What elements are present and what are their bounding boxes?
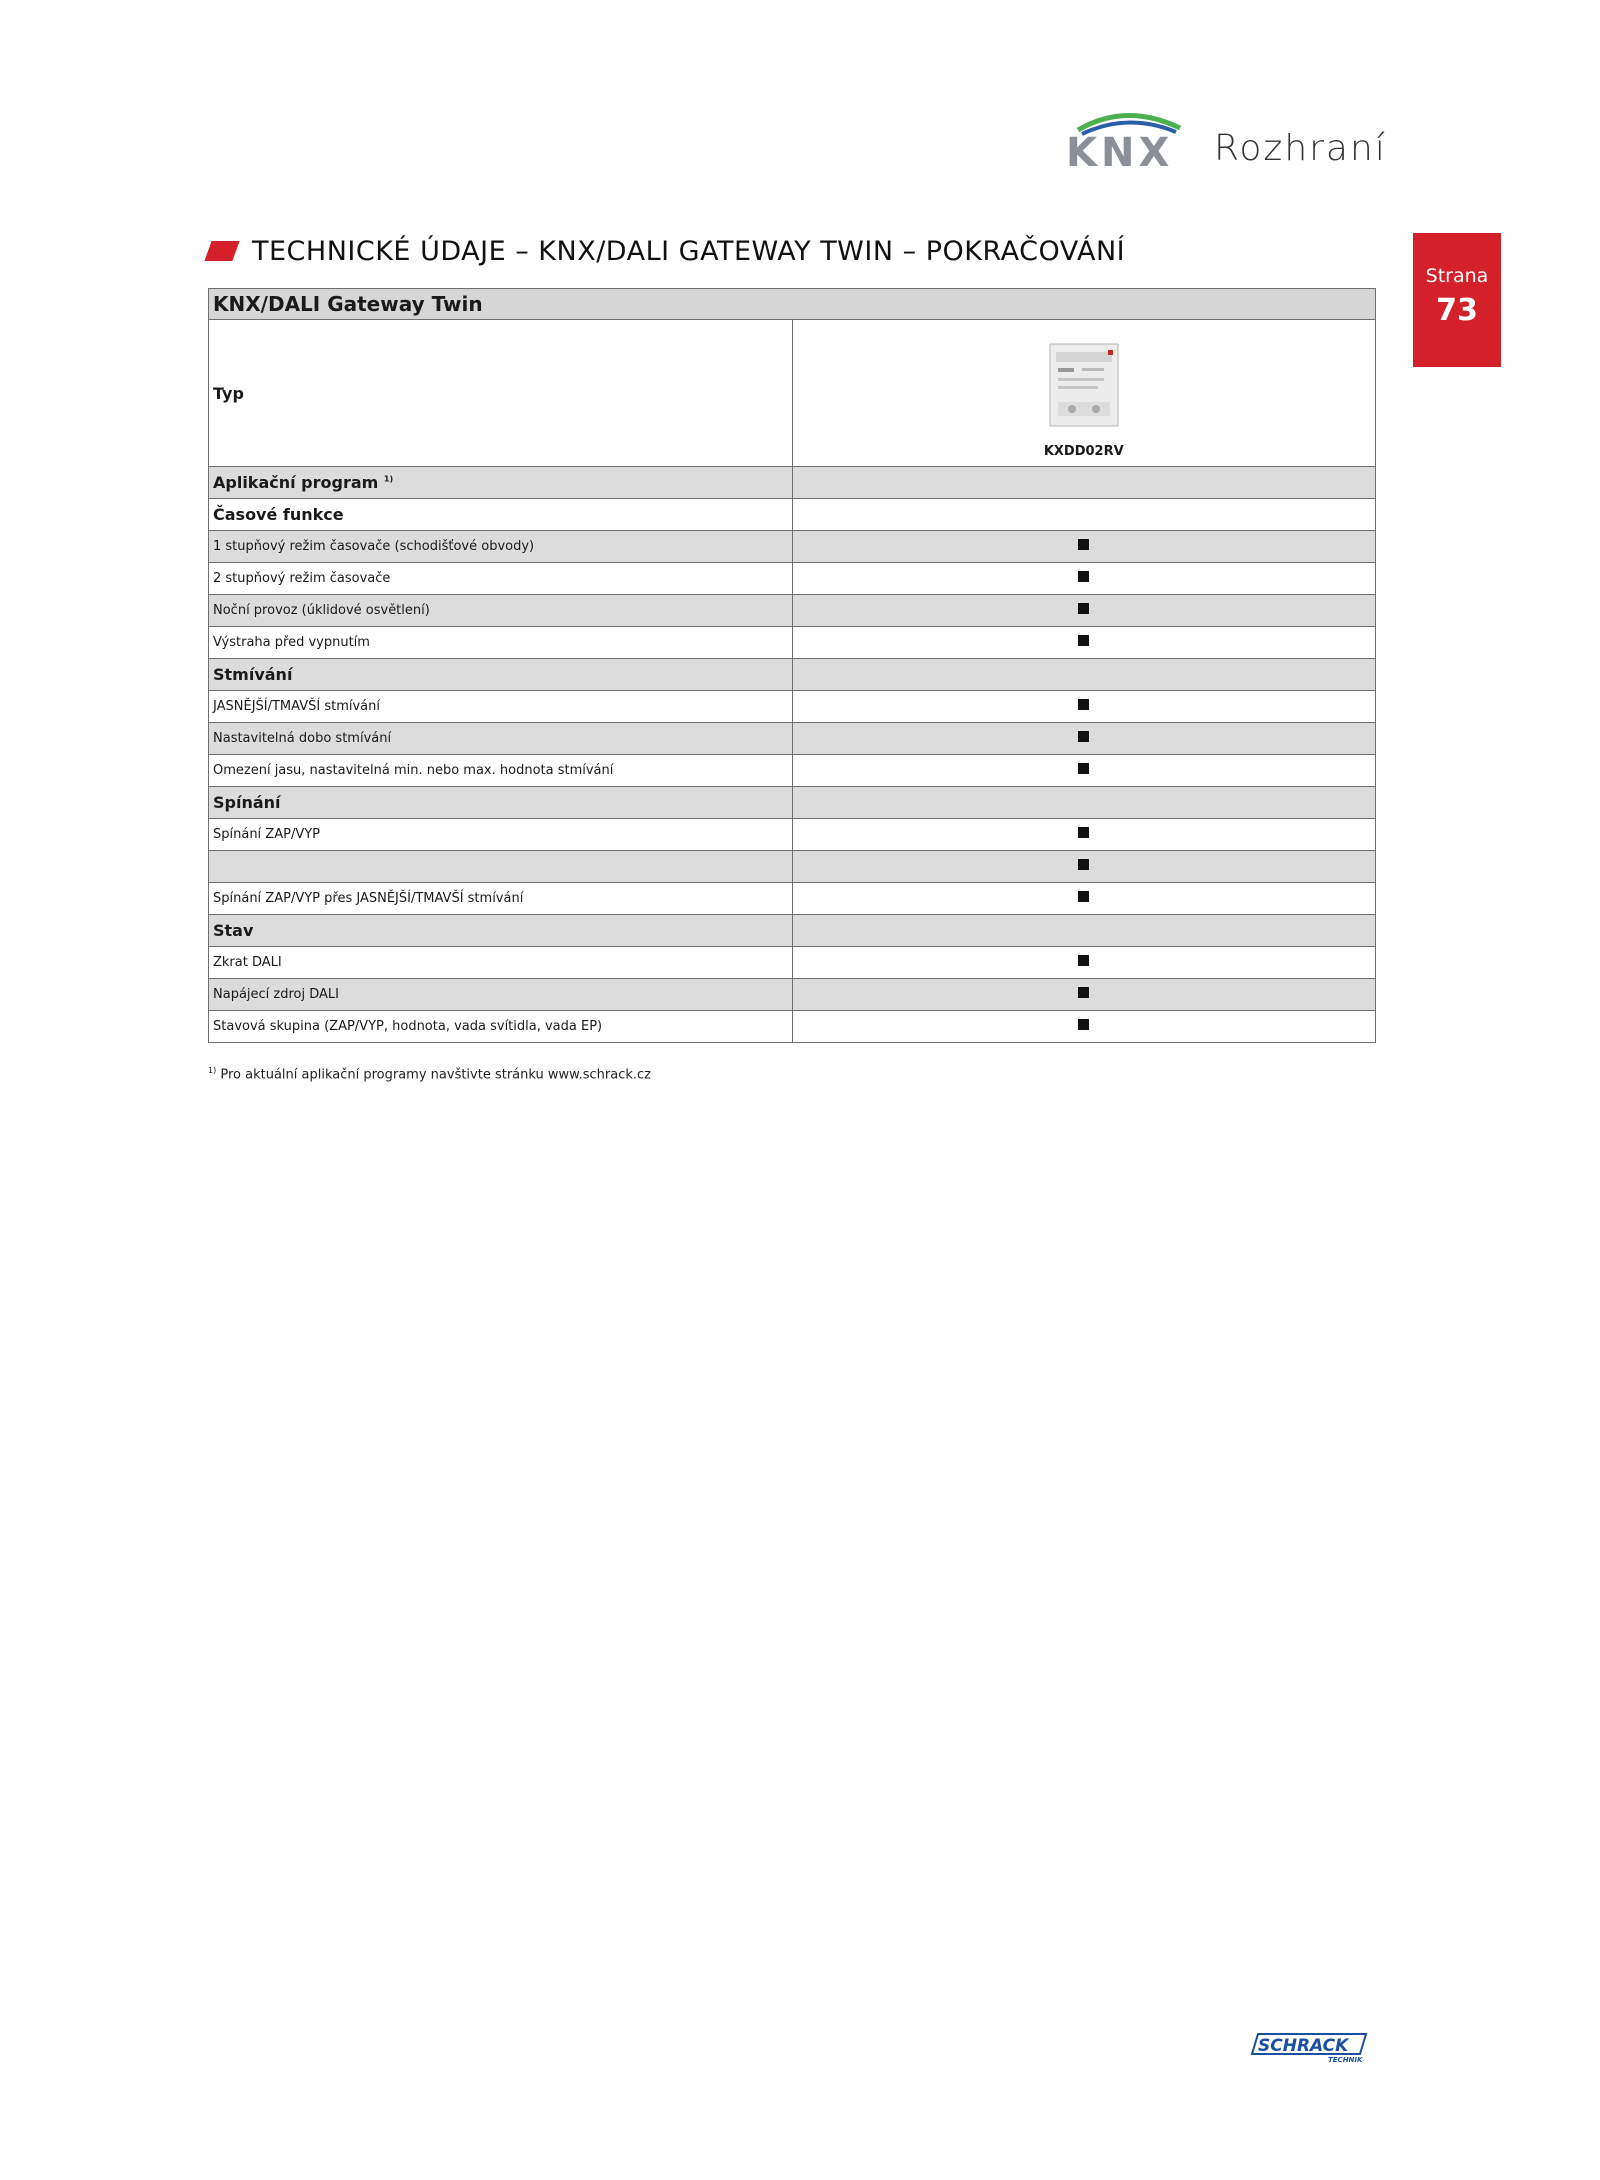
category-label: Stav	[209, 915, 793, 947]
feature-value	[792, 915, 1376, 947]
table-row	[209, 723, 1376, 755]
supported-mark-icon	[1078, 891, 1089, 902]
supported-mark-icon	[1078, 987, 1089, 998]
table-row	[209, 979, 1376, 1011]
type-label: Typ	[209, 320, 793, 467]
category-label: Časové funkce	[209, 499, 793, 531]
feature-label: Napájecí zdroj DALI	[209, 979, 793, 1011]
feature-value	[792, 595, 1376, 627]
supported-mark-icon	[1078, 731, 1089, 742]
feature-value	[792, 883, 1376, 915]
section-marker	[204, 241, 239, 261]
app-program-label: Aplikační program	[213, 473, 379, 492]
category-label: Spínání	[209, 787, 793, 819]
feature-label: Omezení jasu, nastavitelná min. nebo max. hodnota stmívání	[209, 755, 793, 787]
feature-label: Noční provoz (úklidové osvětlení)	[209, 595, 793, 627]
supported-mark-icon	[1078, 1019, 1089, 1030]
table-row	[209, 819, 1376, 851]
table-title-row	[209, 289, 1376, 320]
page-tab	[1413, 233, 1501, 367]
app-program-row	[209, 467, 1376, 499]
schrack-logo-subtext: TECHNIK	[1328, 2056, 1363, 2064]
feature-label: 1 stupňový režim časovače (schodišťové obvody)	[209, 531, 793, 563]
table-row	[209, 531, 1376, 563]
feature-value	[792, 563, 1376, 595]
product-cell	[792, 320, 1376, 467]
type-row	[209, 320, 1376, 467]
supported-mark-icon	[1078, 955, 1089, 966]
feature-value	[792, 723, 1376, 755]
page-number: 73	[1436, 293, 1478, 328]
supported-mark-icon	[1078, 699, 1089, 710]
footnote	[208, 1066, 651, 1082]
gateway-device-icon	[1048, 342, 1120, 428]
category-label: Stmívání	[209, 659, 793, 691]
footnote-mark: 1)	[208, 1066, 217, 1075]
table-row	[209, 883, 1376, 915]
footnote-text: Pro aktuální aplikační programy navštivte stránku www.schrack.cz	[220, 1067, 651, 1083]
feature-label: Výstraha před vypnutím	[209, 627, 793, 659]
table-row	[209, 1011, 1376, 1043]
feature-value	[792, 659, 1376, 691]
feature-label: Zkrat DALI	[209, 947, 793, 979]
app-program-cell	[209, 467, 793, 499]
knx-logo	[1064, 108, 1194, 172]
table-row	[209, 755, 1376, 787]
table-row	[209, 563, 1376, 595]
feature-value	[792, 979, 1376, 1011]
feature-label	[209, 851, 793, 883]
table-title: KNX/DALI Gateway Twin	[209, 289, 1376, 320]
table-row	[209, 691, 1376, 723]
supported-mark-icon	[1078, 763, 1089, 774]
app-program-value	[792, 467, 1376, 499]
table-row	[209, 627, 1376, 659]
supported-mark-icon	[1078, 603, 1089, 614]
category-row	[209, 787, 1376, 819]
feature-value	[792, 851, 1376, 883]
feature-label: Spínání ZAP/VYP	[209, 819, 793, 851]
feature-value	[792, 691, 1376, 723]
supported-mark-icon	[1078, 827, 1089, 838]
product-code: KXDD02RV	[1043, 444, 1124, 459]
feature-label: 2 stupňový režim časovače	[209, 563, 793, 595]
feature-value	[792, 787, 1376, 819]
feature-label: Stavová skupina (ZAP/VYP, hodnota, vada svítidla, vada EP)	[209, 1011, 793, 1043]
category-row	[209, 915, 1376, 947]
knx-logo-text: KNX	[1066, 130, 1174, 172]
schrack-logo-text: SCHRACK	[1258, 2036, 1349, 2056]
feature-value	[792, 531, 1376, 563]
table-row	[209, 851, 1376, 883]
table-row	[209, 595, 1376, 627]
feature-value	[792, 947, 1376, 979]
feature-value	[792, 627, 1376, 659]
spec-table	[208, 288, 1376, 1043]
feature-label: JASNĚJŠÍ/TMAVŠÍ stmívání	[209, 691, 793, 723]
brand-title: Rozhraní	[1214, 128, 1387, 169]
feature-value	[792, 755, 1376, 787]
feature-label: Nastavitelná dobo stmívání	[209, 723, 793, 755]
footnote-ref: 1)	[383, 474, 394, 484]
supported-mark-icon	[1078, 539, 1089, 550]
supported-mark-icon	[1078, 571, 1089, 582]
page-tab-label: Strana	[1425, 265, 1489, 287]
section-title-text: TECHNICKÉ ÚDAJE – KNX/DALI GATEWAY TWIN – POKRAČOVÁNÍ	[252, 235, 1126, 267]
supported-mark-icon	[1078, 635, 1089, 646]
supported-mark-icon	[1078, 859, 1089, 870]
feature-value	[792, 1011, 1376, 1043]
feature-value	[792, 819, 1376, 851]
category-row	[209, 659, 1376, 691]
schrack-logo	[1248, 2028, 1374, 2064]
category-row	[209, 499, 1376, 531]
table-row	[209, 947, 1376, 979]
section-title	[208, 233, 1125, 269]
feature-value	[792, 499, 1376, 531]
feature-label: Spínání ZAP/VYP přes JASNĚJŠÍ/TMAVŠÍ stmívání	[209, 883, 793, 915]
